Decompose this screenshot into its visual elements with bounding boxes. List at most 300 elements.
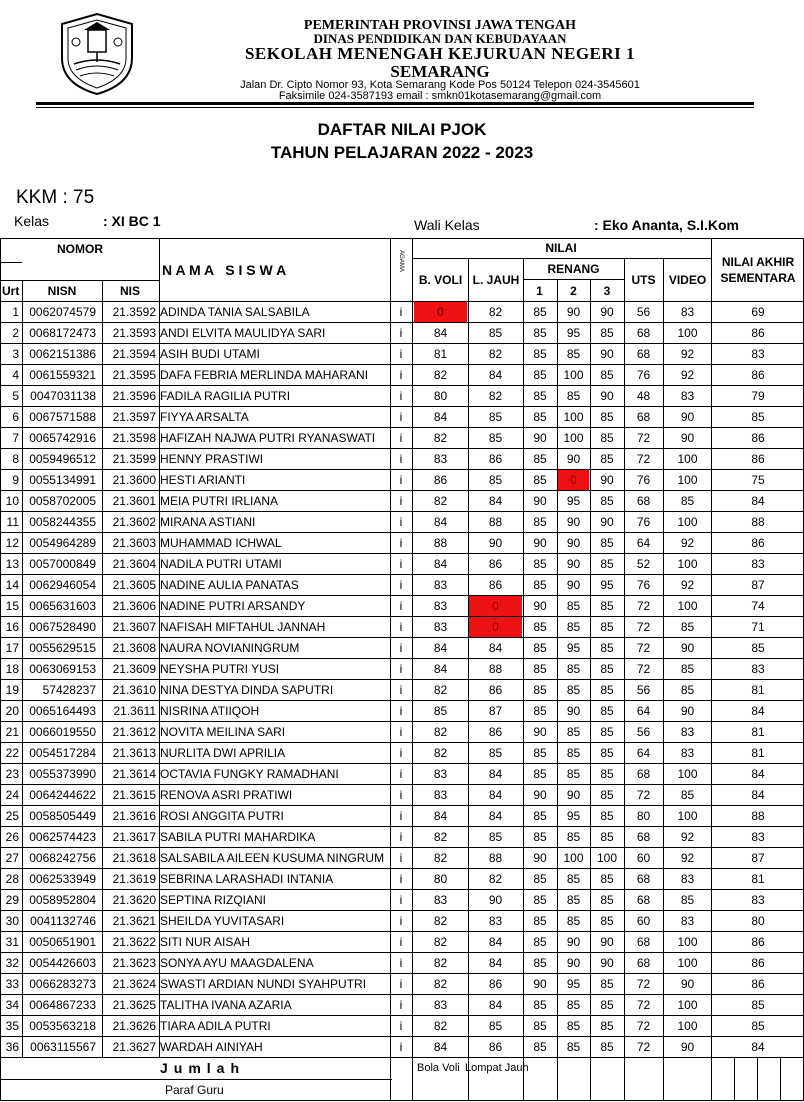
cell-nisn: 0059496512	[29, 452, 96, 466]
cell-r3: 85	[600, 494, 614, 508]
cell-r1: 85	[533, 893, 547, 907]
cell-bvoli: 82	[433, 830, 448, 844]
homeroom-teacher-label: Wali Kelas	[414, 217, 480, 233]
cell-urt: 5	[12, 389, 19, 403]
cell-nis: 21.3623	[112, 956, 156, 970]
cell-uts: 60	[636, 851, 651, 865]
cell-r2: 90	[566, 788, 581, 802]
cell-nis: 21.3618	[112, 851, 156, 865]
cell-nisn: 0063115567	[30, 1040, 96, 1054]
nomor-divider	[0, 280, 159, 281]
cell-nama: SITI NUR AISAH	[160, 935, 251, 949]
cell-r3: 85	[600, 620, 614, 634]
cell-ljauh: 88	[488, 515, 503, 529]
cell-r1: 85	[533, 662, 547, 676]
cell-r2: 85	[566, 725, 581, 739]
cell-nisn: 0062151386	[29, 347, 96, 361]
cell-r2: 85	[566, 872, 581, 886]
cell-r1: 85	[533, 830, 547, 844]
cell-r1: 85	[533, 809, 547, 823]
cell-nama: MIRANA ASTIANI	[160, 515, 256, 529]
cell-nis: 21.3595	[112, 368, 156, 382]
header-renang-1: 1	[536, 284, 543, 298]
cell-akhir: 84	[751, 1040, 765, 1054]
cell-r3: 85	[600, 452, 614, 466]
cell-video: 92	[680, 851, 695, 865]
cell-ljauh: 84	[488, 809, 503, 823]
cell-ljauh: 86	[488, 1040, 503, 1054]
cell-agama: i	[399, 305, 403, 319]
teacher-signature-label: Paraf Guru	[165, 1083, 224, 1097]
cell-akhir: 85	[751, 410, 765, 424]
cell-nisn: 0055373990	[29, 767, 96, 781]
cell-nama: NEYSHA PUTRI YUSI	[160, 662, 280, 676]
cell-r1: 85	[533, 452, 547, 466]
cell-r3: 85	[600, 704, 614, 718]
letterhead-line-2: DINAS PENDIDIKAN DAN KEBUDAYAAN	[313, 31, 567, 46]
cell-r1: 85	[533, 914, 547, 928]
cell-r3: 85	[600, 662, 614, 676]
footer-line	[0, 1079, 392, 1080]
cell-urt: 36	[5, 1040, 19, 1054]
cell-ljauh: 83	[488, 914, 503, 928]
cell-akhir: 71	[751, 620, 765, 634]
cell-r2: 85	[566, 662, 581, 676]
cell-nis: 21.3626	[112, 1019, 156, 1033]
cell-agama: i	[399, 725, 403, 739]
cell-ljauh: 85	[488, 473, 503, 487]
letterhead-school-name: SEKOLAH MENENGAH KEJURUAN NEGERI 1	[244, 44, 636, 63]
cell-r2: 90	[566, 578, 581, 592]
cell-akhir: 83	[751, 830, 765, 844]
cell-urt: 34	[5, 998, 19, 1012]
document-title: DAFTAR NILAI PJOK	[317, 120, 487, 139]
cell-video: 90	[680, 1040, 695, 1054]
table-left-border	[0, 238, 1, 1100]
cell-uts: 64	[636, 704, 651, 718]
cell-nama: ANDI ELVITA MAULIDYA SARI	[160, 326, 326, 340]
cell-nisn: 0062074579	[29, 305, 96, 319]
cell-bvoli: 82	[433, 977, 448, 991]
cell-nama: WARDAH AINIYAH	[160, 1040, 263, 1054]
cell-r3: 90	[600, 956, 614, 970]
cell-agama: i	[399, 536, 403, 550]
cell-akhir: 83	[751, 347, 765, 361]
cell-ljauh: 84	[488, 494, 503, 508]
cell-akhir: 84	[751, 704, 765, 718]
cell-nis: 21.3598	[112, 431, 156, 445]
cell-r3: 85	[600, 410, 614, 424]
cell-urt: 10	[5, 494, 19, 508]
cell-r1: 85	[533, 410, 547, 424]
cell-ljauh: 84	[488, 998, 503, 1012]
cell-urt: 27	[5, 851, 19, 865]
cell-agama: i	[399, 746, 403, 760]
cell-video: 85	[680, 494, 695, 508]
cell-ljauh: 87	[488, 704, 503, 718]
cell-nis: 21.3625	[112, 998, 156, 1012]
cell-r1: 85	[533, 347, 547, 361]
cell-urt: 30	[5, 914, 19, 928]
header-nisn: NISN	[47, 284, 77, 298]
cell-uts: 72	[636, 998, 651, 1012]
cell-r2: 100	[563, 431, 584, 445]
cell-bvoli: 84	[433, 809, 448, 823]
cell-urt: 15	[5, 599, 19, 613]
cell-nisn: 0062533949	[29, 872, 96, 886]
cell-r1: 85	[533, 641, 547, 655]
cell-uts: 56	[636, 305, 651, 319]
cell-agama: i	[399, 914, 403, 928]
cell-r2: 0	[558, 470, 589, 490]
cell-bvoli: 83	[433, 893, 448, 907]
cell-nis: 21.3599	[112, 452, 156, 466]
homeroom-teacher-value: : Eko Ananta, S.I.Kom	[594, 217, 739, 233]
header-nomor: NOMOR	[57, 242, 103, 256]
cell-r3: 95	[600, 578, 614, 592]
cell-r2: 85	[566, 998, 581, 1012]
cell-r1: 85	[533, 515, 547, 529]
cell-nis: 21.3609	[112, 662, 156, 676]
cell-video: 83	[680, 725, 695, 739]
letterhead-city: SEMARANG	[390, 62, 490, 81]
cell-bvoli: 85	[433, 704, 448, 718]
cell-nama: HENNY PRASTIWI	[160, 452, 264, 466]
cell-ljauh: 85	[488, 1019, 503, 1033]
cell-uts: 68	[636, 872, 651, 886]
cell-r2: 90	[566, 956, 581, 970]
cell-nama: ASIH BUDI UTAMI	[160, 347, 260, 361]
cell-r2: 100	[563, 851, 584, 865]
cell-ljauh: 84	[488, 368, 503, 382]
cell-video: 100	[677, 1019, 698, 1033]
cell-urt: 12	[5, 536, 19, 550]
cell-nama: DAFA FEBRIA MERLINDA MAHARANI	[160, 368, 369, 382]
cell-ljauh: 84	[488, 956, 503, 970]
cell-agama: i	[399, 851, 403, 865]
cell-nis: 21.3627	[112, 1040, 156, 1054]
cell-ljauh: 85	[488, 746, 503, 760]
cell-r3: 85	[600, 872, 614, 886]
nilai-divider	[413, 258, 711, 259]
cell-agama: i	[399, 599, 403, 613]
cell-urt: 32	[5, 956, 19, 970]
header-lompat-jauh: L. JAUH	[472, 273, 520, 287]
cell-urt: 3	[12, 347, 19, 361]
cell-nisn: 0058244355	[29, 515, 96, 529]
cell-bvoli: 83	[433, 767, 448, 781]
cell-r3: 85	[600, 998, 614, 1012]
cell-r1: 85	[533, 578, 547, 592]
cell-r2: 85	[566, 1040, 581, 1054]
cell-agama: i	[399, 389, 403, 403]
cell-nama: NADINE AULIA PANATAS	[160, 578, 299, 592]
cell-r2: 85	[566, 830, 581, 844]
cell-uts: 72	[636, 641, 651, 655]
cell-r2: 95	[566, 641, 581, 655]
cell-r2: 95	[566, 326, 581, 340]
cell-r3: 85	[600, 368, 614, 382]
cell-urt: 11	[6, 515, 19, 529]
cell-nama: HAFIZAH NAJWA PUTRI RYANASWATI	[160, 431, 376, 445]
cell-bvoli: 83	[433, 452, 448, 466]
cell-video: 92	[680, 536, 695, 550]
cell-akhir: 83	[751, 893, 765, 907]
cell-urt: 17	[5, 641, 19, 655]
cell-r2: 100	[563, 410, 584, 424]
cell-nis: 21.3613	[112, 746, 156, 760]
cell-ljauh: 86	[488, 557, 503, 571]
grid-line	[780, 1058, 781, 1100]
cell-nis: 21.3597	[112, 410, 156, 424]
cell-video: 92	[680, 368, 695, 382]
cell-akhir: 87	[751, 851, 765, 865]
cell-video: 85	[680, 662, 695, 676]
cell-r1: 85	[533, 746, 547, 760]
cell-urt: 8	[12, 452, 19, 466]
cell-video: 100	[677, 599, 698, 613]
cell-r2: 90	[566, 536, 581, 550]
cell-bvoli: 84	[433, 410, 448, 424]
cell-nis: 21.3593	[112, 326, 156, 340]
cell-r3: 85	[600, 557, 614, 571]
cell-nisn: 0047031138	[30, 389, 96, 403]
legend-bola-voli: Bola Voli	[417, 1062, 460, 1074]
cell-nis: 21.3619	[112, 872, 156, 886]
cell-r3: 85	[600, 830, 614, 844]
cell-nama: FIYYA ARSALTA	[160, 410, 249, 424]
cell-ljauh: 84	[488, 641, 503, 655]
cell-bvoli: 82	[433, 368, 448, 382]
cell-akhir: 81	[751, 872, 765, 886]
cell-video: 100	[677, 956, 698, 970]
class-label: Kelas	[14, 213, 50, 229]
cell-nisn: 0061559321	[29, 368, 96, 382]
cell-agama: i	[399, 1040, 403, 1054]
cell-nis: 21.3596	[112, 389, 156, 403]
cell-r1: 85	[533, 557, 547, 571]
cell-ljauh: 82	[488, 305, 503, 319]
cell-r2: 95	[566, 494, 581, 508]
cell-uts: 72	[636, 662, 651, 676]
cell-nisn: 0064867233	[29, 998, 96, 1012]
cell-ljauh: 85	[488, 830, 503, 844]
cell-akhir: 84	[751, 767, 765, 781]
cell-nama: NAURA NOVIANINGRUM	[160, 641, 300, 655]
cell-agama: i	[399, 452, 403, 466]
letterhead-line-1: PEMERINTAH PROVINSI JAWA TENGAH	[303, 18, 577, 33]
cell-r1: 85	[533, 872, 547, 886]
cell-nisn: 0063069153	[29, 662, 96, 676]
document-subtitle: TAHUN PELAJARAN 2022 - 2023	[270, 143, 534, 162]
cell-r1: 85	[533, 473, 547, 487]
cell-akhir: 84	[751, 494, 765, 508]
cell-ljauh: 88	[488, 851, 503, 865]
cell-nis: 21.3603	[112, 536, 156, 550]
cell-urt: 21	[5, 725, 19, 739]
cell-nama: TALITHA IVANA AZARIA	[160, 998, 292, 1012]
cell-urt: 6	[12, 410, 19, 424]
cell-r2: 85	[566, 1019, 581, 1033]
cell-urt: 33	[5, 977, 19, 991]
cell-nisn: 0054517284	[29, 746, 96, 760]
cell-bvoli: 0	[414, 302, 467, 322]
cell-r2: 90	[566, 557, 581, 571]
cell-r3: 90	[600, 305, 614, 319]
cell-ljauh: 90	[488, 536, 503, 550]
cell-agama: i	[399, 830, 403, 844]
cell-nisn: 0067528490	[29, 620, 96, 634]
cell-agama: i	[399, 683, 403, 697]
cell-agama: i	[399, 410, 403, 424]
cell-akhir: 88	[751, 515, 765, 529]
cell-r2: 85	[566, 347, 581, 361]
cell-agama: i	[399, 767, 403, 781]
cell-r2: 95	[566, 809, 581, 823]
cell-bvoli: 84	[433, 515, 448, 529]
cell-r3: 85	[600, 431, 614, 445]
cell-ljauh: 85	[488, 410, 503, 424]
cell-nis: 21.3602	[112, 515, 156, 529]
cell-uts: 68	[636, 935, 651, 949]
cell-nis: 21.3624	[112, 977, 156, 991]
header-nilai-akhir: NILAI AKHIR	[721, 255, 795, 269]
cell-uts: 48	[636, 389, 651, 403]
cell-video: 100	[677, 809, 698, 823]
cell-agama: i	[399, 473, 403, 487]
cell-agama: i	[399, 998, 403, 1012]
cell-nisn: 0065631603	[29, 599, 96, 613]
cell-video: 83	[680, 914, 695, 928]
cell-akhir: 85	[751, 998, 765, 1012]
cell-agama: i	[399, 704, 403, 718]
cell-nisn: 57428237	[42, 683, 96, 697]
cell-video: 85	[680, 893, 695, 907]
cell-r1: 85	[533, 998, 547, 1012]
cell-r3: 90	[600, 389, 614, 403]
cell-ljauh: 82	[488, 389, 503, 403]
cell-nama: SHEILDA YUVITASARI	[160, 914, 285, 928]
total-label: Jumlah	[160, 1060, 246, 1076]
cell-akhir: 75	[751, 473, 765, 487]
cell-r1: 85	[533, 389, 547, 403]
cell-nis: 21.3594	[112, 347, 156, 361]
cell-urt: 22	[5, 746, 19, 760]
cell-nisn: 0054426603	[29, 956, 96, 970]
cell-ljauh: 84	[488, 935, 503, 949]
header-video: VIDEO	[668, 273, 707, 287]
cell-nis: 21.3622	[112, 935, 156, 949]
cell-r1: 90	[533, 536, 547, 550]
cell-ljauh: 0	[469, 596, 522, 616]
cell-video: 92	[680, 830, 695, 844]
cell-bvoli: 82	[433, 956, 448, 970]
cell-r3: 100	[596, 851, 618, 865]
cell-video: 85	[680, 683, 695, 697]
cell-akhir: 86	[751, 326, 765, 340]
cell-nis: 21.3606	[112, 599, 156, 613]
cell-nis: 21.3604	[112, 557, 156, 571]
table-bottom-border	[0, 1100, 804, 1101]
cell-r2: 85	[566, 683, 581, 697]
cell-nis: 21.3601	[112, 494, 156, 508]
cell-nisn: 0064244622	[29, 788, 96, 802]
cell-r3: 85	[600, 767, 614, 781]
cell-urt: 19	[5, 683, 19, 697]
cell-uts: 56	[636, 725, 651, 739]
cell-r2: 95	[566, 977, 581, 991]
letterhead-contact: Faksimile 024-3587193 email : smkn01kotasemarang@gmail.com	[278, 90, 602, 102]
cell-ljauh: 86	[488, 452, 503, 466]
cell-nama: SABILA PUTRI MAHARDIKA	[160, 830, 316, 844]
cell-agama: i	[399, 641, 403, 655]
cell-r1: 85	[533, 956, 547, 970]
cell-uts: 68	[636, 326, 651, 340]
cell-akhir: 87	[751, 578, 765, 592]
cell-bvoli: 84	[433, 326, 448, 340]
cell-bvoli: 83	[433, 599, 448, 613]
cell-nama: NAFISAH MIFTAHUL JANNAH	[160, 620, 326, 634]
cell-r1: 85	[533, 620, 547, 634]
cell-nama: TIARA ADILA PUTRI	[160, 1019, 271, 1033]
cell-nama: SALSABILA AILEEN KUSUMA NINGRUM	[160, 851, 385, 865]
cell-agama: i	[399, 935, 403, 949]
cell-nama: MEIA PUTRI IRLIANA	[160, 494, 279, 508]
cell-uts: 60	[636, 914, 651, 928]
cell-agama: i	[399, 620, 403, 634]
cell-video: 100	[677, 998, 698, 1012]
header-renang: RENANG	[547, 262, 600, 276]
cell-ljauh: 85	[488, 431, 503, 445]
cell-urt: 31	[5, 935, 19, 949]
cell-r2: 90	[566, 935, 581, 949]
cell-urt: 25	[5, 809, 19, 823]
cell-agama: i	[399, 326, 403, 340]
cell-nama: NISRINA ATIIQOH	[160, 704, 260, 718]
cell-video: 92	[680, 347, 695, 361]
cell-agama: i	[399, 872, 403, 886]
cell-agama: i	[399, 347, 403, 361]
cell-ljauh: 88	[488, 662, 503, 676]
cell-nisn: 0068172473	[29, 326, 96, 340]
cell-video: 100	[677, 515, 698, 529]
cell-akhir: 86	[751, 977, 765, 991]
cell-bvoli: 80	[433, 389, 448, 403]
cell-bvoli: 81	[433, 347, 448, 361]
cell-bvoli: 82	[433, 935, 448, 949]
cell-uts: 68	[636, 767, 651, 781]
cell-uts: 68	[636, 410, 651, 424]
cell-urt: 7	[12, 431, 19, 445]
cell-nisn: 0058952804	[29, 893, 96, 907]
cell-nis: 21.3616	[112, 809, 156, 823]
cell-video: 90	[680, 431, 695, 445]
cell-agama: i	[399, 515, 403, 529]
cell-bvoli: 83	[433, 788, 448, 802]
cell-nama: SONYA AYU MAAGDALENA	[160, 956, 314, 970]
cell-r1: 85	[533, 1040, 547, 1054]
cell-r2: 85	[566, 620, 581, 634]
cell-akhir: 86	[751, 536, 765, 550]
cell-r1: 85	[533, 305, 547, 319]
cell-video: 90	[680, 410, 695, 424]
cell-agama: i	[399, 809, 403, 823]
cell-uts: 72	[636, 1019, 651, 1033]
cell-urt: 2	[12, 326, 19, 340]
cell-uts: 68	[636, 893, 651, 907]
cell-video: 90	[680, 704, 695, 718]
cell-uts: 68	[636, 347, 651, 361]
